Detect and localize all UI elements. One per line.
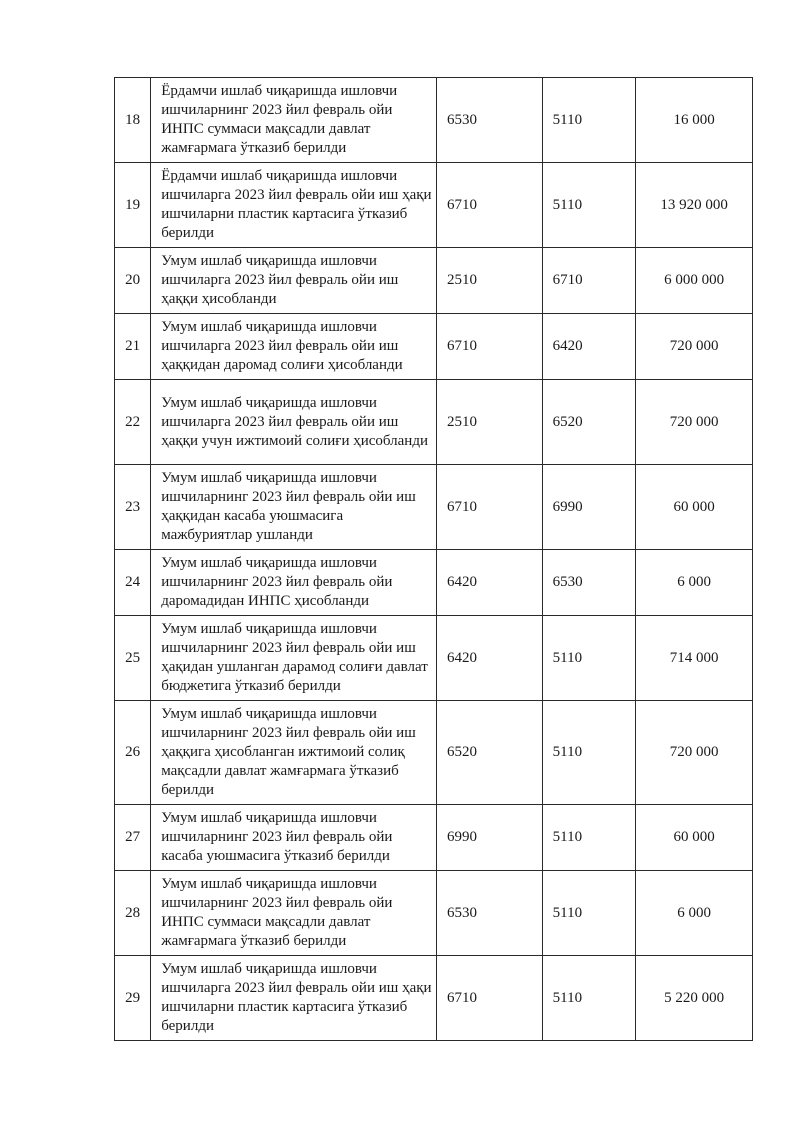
credit-account: 5110: [542, 871, 636, 956]
row-number: 21: [115, 314, 151, 380]
debit-account: 6530: [437, 871, 543, 956]
table-body: [115, 78, 753, 1041]
debit-account: 2510: [437, 248, 543, 314]
operation-description: Умум ишлаб чиқаришда ишловчи ишчиларнинг 2023 йил февраль ойи иш ҳақидан ушланган дарамод солиғи давлат бюджетига ўтказиб берилди: [151, 616, 437, 701]
operation-description: Умум ишлаб чиқаришда ишловчи ишчиларга 2023 йил февраль ойи иш ҳаққи учун ижтимоий солиғи ҳисобланди: [151, 380, 437, 465]
credit-account: 5110: [542, 78, 636, 163]
operation-description: Ёрдамчи ишлаб чиқаришда ишловчи ишчиларга 2023 йил февраль ойи иш ҳақи ишчиларни пластик картасига ўтказиб берилди: [151, 163, 437, 248]
row-number: 26: [115, 701, 151, 805]
table-row: [115, 248, 753, 314]
table-row: [115, 956, 753, 1041]
table-row: [115, 78, 753, 163]
amount: 60 000: [636, 465, 753, 550]
amount: 6 000: [636, 871, 753, 956]
row-number: 28: [115, 871, 151, 956]
row-number: 18: [115, 78, 151, 163]
credit-account: 5110: [542, 956, 636, 1041]
debit-account: 6710: [437, 956, 543, 1041]
row-number: 20: [115, 248, 151, 314]
operation-description: Ёрдамчи ишлаб чиқаришда ишловчи ишчиларнинг 2023 йил февраль ойи ИНПС суммаси мақсадли давлат жамғармага ўтказиб берилди: [151, 78, 437, 163]
amount: 714 000: [636, 616, 753, 701]
operation-description: Умум ишлаб чиқаришда ишловчи ишчиларнинг 2023 йил февраль ойи иш ҳаққидан касаба уюшмасига мажбуриятлар ушланди: [151, 465, 437, 550]
debit-account: 6530: [437, 78, 543, 163]
debit-account: 6420: [437, 550, 543, 616]
credit-account: 6710: [542, 248, 636, 314]
row-number: 24: [115, 550, 151, 616]
credit-account: 5110: [542, 805, 636, 871]
credit-account: 6990: [542, 465, 636, 550]
operation-description: Умум ишлаб чиқаришда ишловчи ишчиларнинг 2023 йил февраль ойи ИНПС суммаси мақсадли давлат жамғармага ўтказиб берилди: [151, 871, 437, 956]
row-number: 27: [115, 805, 151, 871]
table-row: [115, 701, 753, 805]
table-row: [115, 465, 753, 550]
table-row: [115, 616, 753, 701]
operation-description: Умум ишлаб чиқаришда ишловчи ишчиларнинг 2023 йил февраль ойи касаба уюшмасига ўтказиб берилди: [151, 805, 437, 871]
table-row: [115, 871, 753, 956]
amount: 5 220 000: [636, 956, 753, 1041]
debit-account: 6420: [437, 616, 543, 701]
credit-account: 6420: [542, 314, 636, 380]
table-row: [115, 805, 753, 871]
amount: 720 000: [636, 380, 753, 465]
table-row: [115, 550, 753, 616]
row-number: 22: [115, 380, 151, 465]
debit-account: 6520: [437, 701, 543, 805]
operation-description: Умум ишлаб чиқаришда ишловчи ишчиларнинг 2023 йил февраль ойи иш ҳаққига ҳисобланган ижтимоий солиқ мақсадли давлат жамғармага ўтказиб берилди: [151, 701, 437, 805]
operation-description: Умум ишлаб чиқаришда ишловчи ишчиларнинг 2023 йил февраль ойи даромадидан ИНПС ҳисобланди: [151, 550, 437, 616]
journal-entries-table: [114, 77, 753, 1041]
table-row: [115, 163, 753, 248]
table-row: [115, 380, 753, 465]
debit-account: 6990: [437, 805, 543, 871]
row-number: 25: [115, 616, 151, 701]
row-number: 19: [115, 163, 151, 248]
debit-account: 6710: [437, 163, 543, 248]
row-number: 23: [115, 465, 151, 550]
debit-account: 6710: [437, 314, 543, 380]
row-number: 29: [115, 956, 151, 1041]
credit-account: 6520: [542, 380, 636, 465]
operation-description: Умум ишлаб чиқаришда ишловчи ишчиларга 2023 йил февраль ойи иш ҳаққидан даромад солиғи ҳисобланди: [151, 314, 437, 380]
credit-account: 5110: [542, 701, 636, 805]
amount: 13 920 000: [636, 163, 753, 248]
amount: 6 000 000: [636, 248, 753, 314]
amount: 720 000: [636, 314, 753, 380]
operation-description: Умум ишлаб чиқаришда ишловчи ишчиларга 2023 йил февраль ойи иш ҳақи ишчиларни пластик картасига ўтказиб берилди: [151, 956, 437, 1041]
amount: 720 000: [636, 701, 753, 805]
amount: 16 000: [636, 78, 753, 163]
credit-account: 5110: [542, 616, 636, 701]
credit-account: 6530: [542, 550, 636, 616]
amount: 6 000: [636, 550, 753, 616]
debit-account: 2510: [437, 380, 543, 465]
credit-account: 5110: [542, 163, 636, 248]
debit-account: 6710: [437, 465, 543, 550]
amount: 60 000: [636, 805, 753, 871]
table-row: [115, 314, 753, 380]
operation-description: Умум ишлаб чиқаришда ишловчи ишчиларга 2023 йил февраль ойи иш ҳаққи ҳисобланди: [151, 248, 437, 314]
